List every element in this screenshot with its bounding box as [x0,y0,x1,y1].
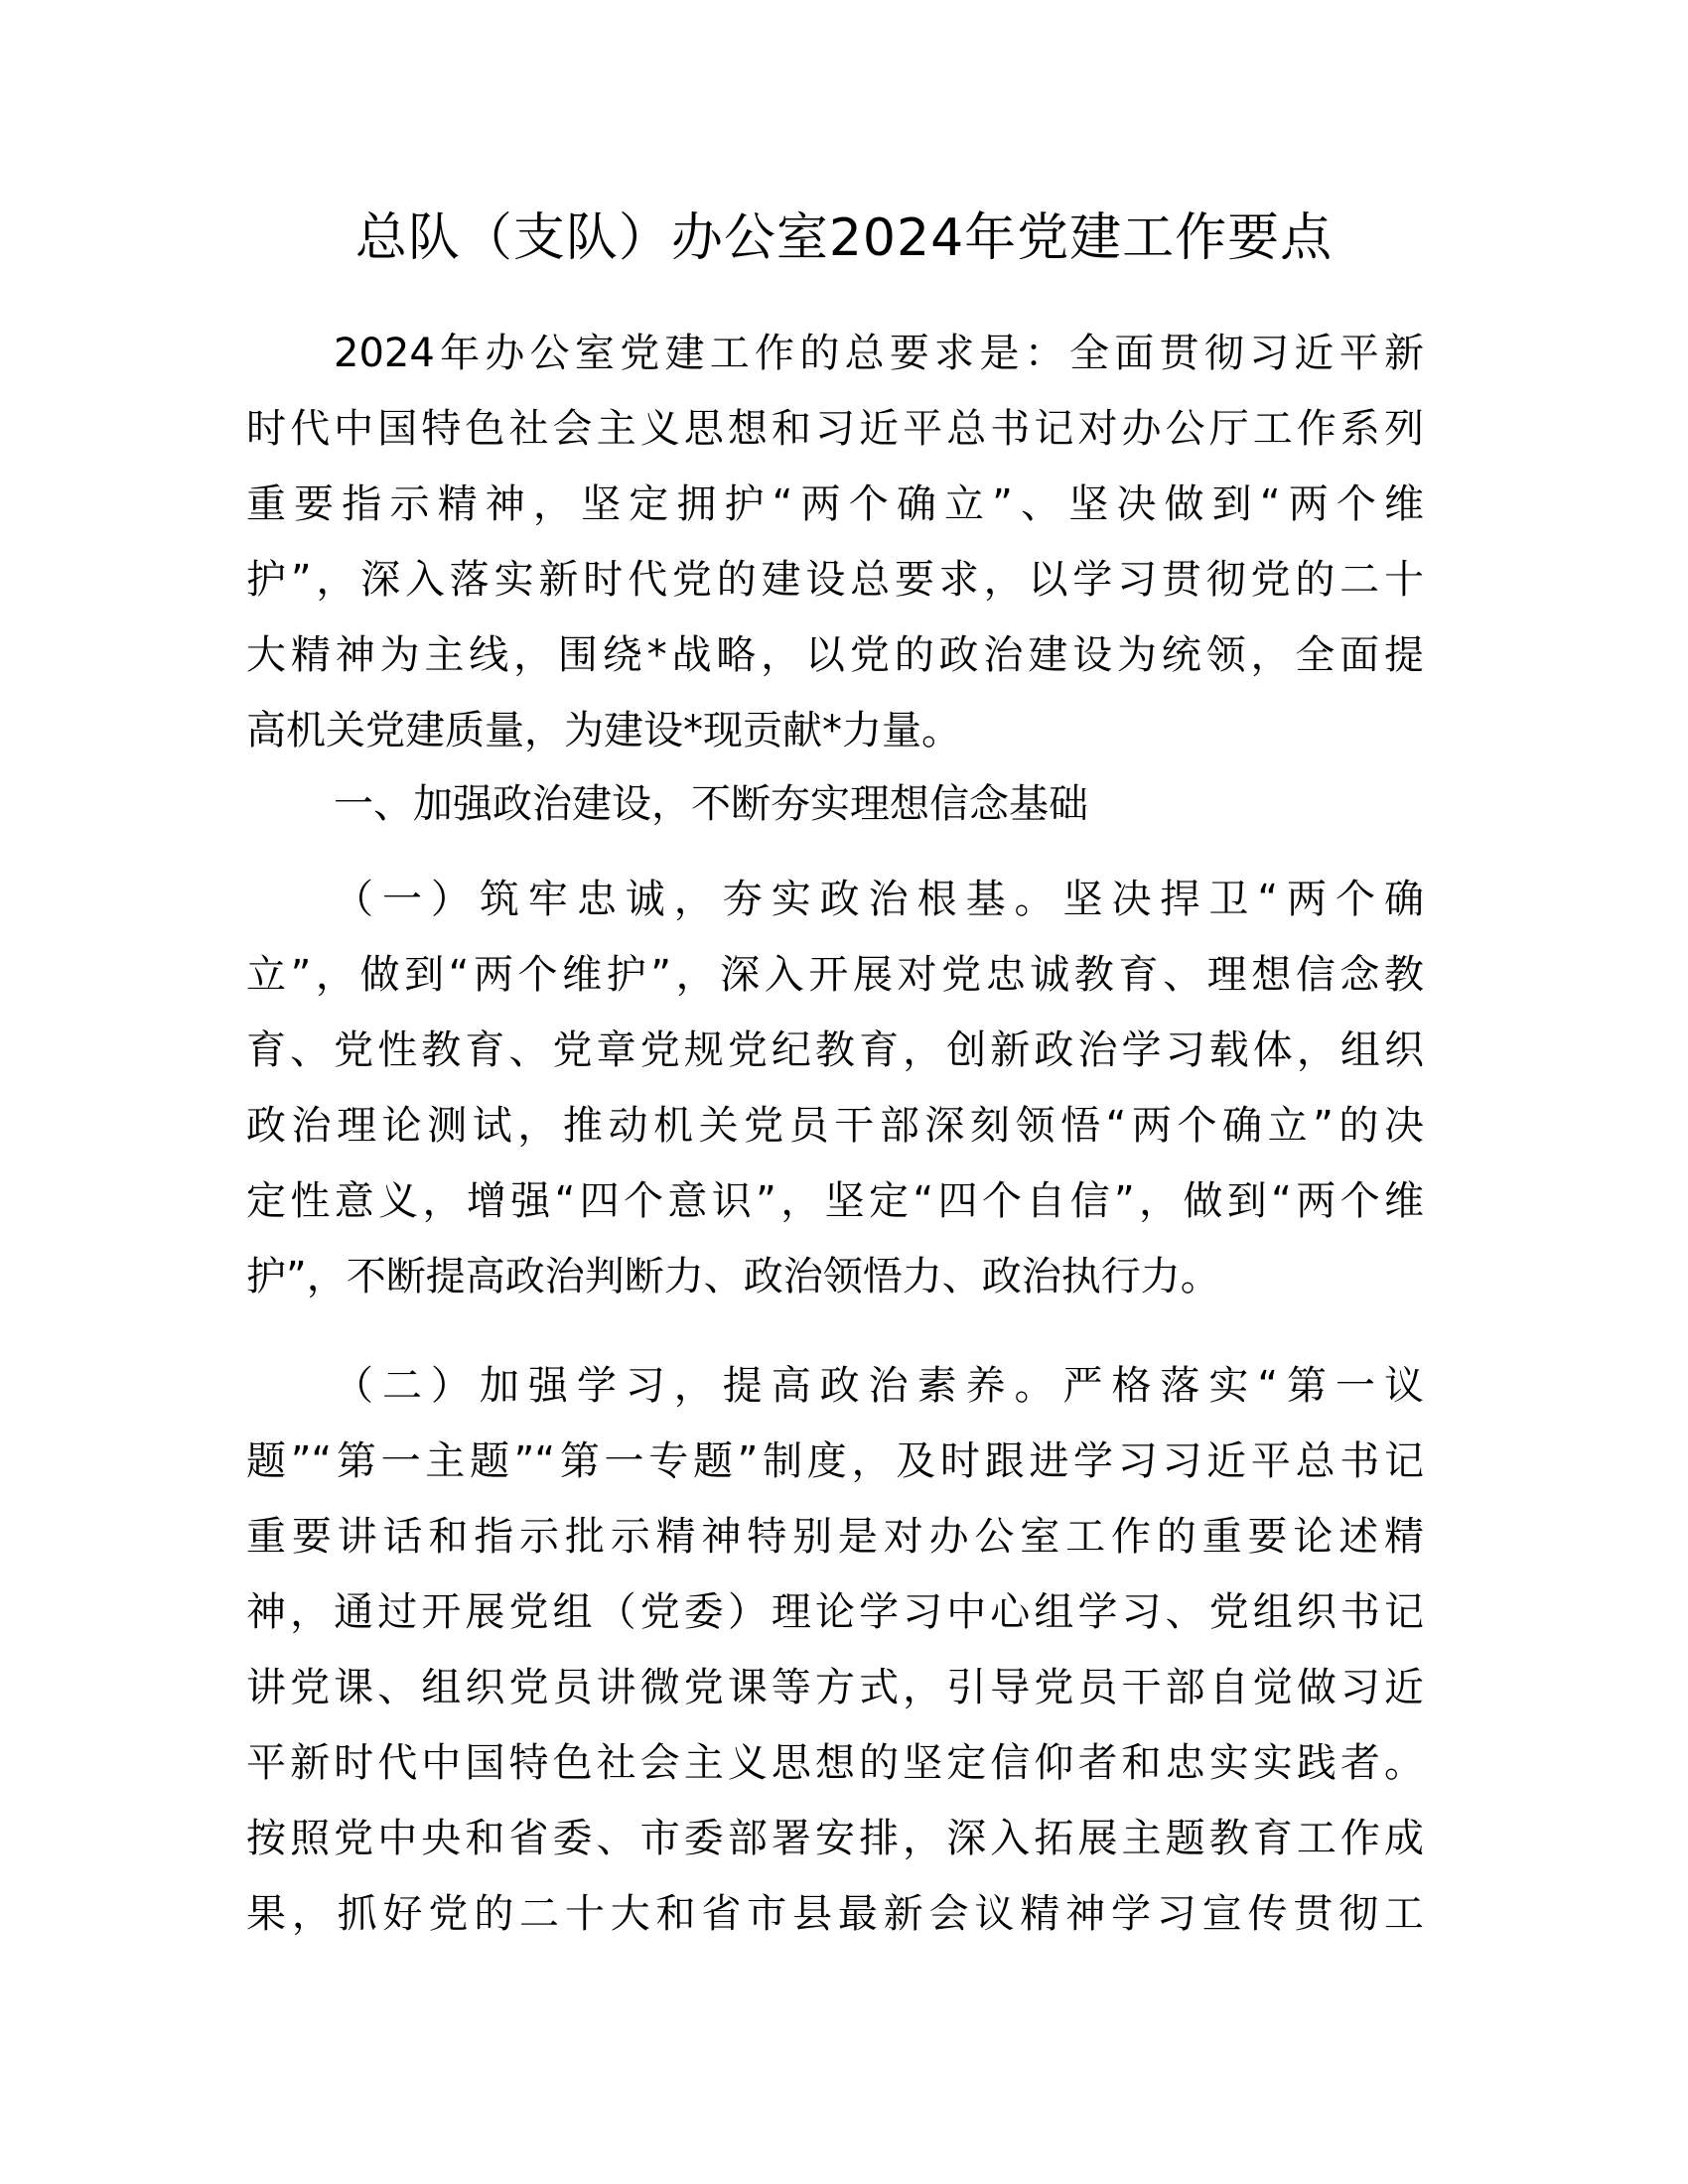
paragraph-line: （二）加强学习，提高政治素养。严格落实“第一议 [334,1363,1424,1409]
intro-paragraph [246,316,1424,768]
paragraph-line: 平新时代中国特色社会主义思想的坚定信仰者和忠实实践者。 [246,1740,1424,1786]
paragraph-line: 护”，不断提高政治判断力、政治领悟力、政治执行力。 [246,1254,1220,1299]
section-1-item-1 [246,862,1424,1314]
paragraph-line: 育、党性教育、党章党规党纪教育，创新政治学习载体，组织 [246,1027,1424,1073]
paragraph-line: 神，通过开展党组（党委）理论学习中心组学习、党组织书记 [246,1589,1424,1635]
paragraph-line: 政治理论测试，推动机关党员干部深刻领悟“两个确立”的决 [246,1103,1424,1149]
document-title: 总队（支队）办公室2024年党建工作要点 [354,208,1334,268]
paragraph-line: （一）筑牢忠诚，夯实政治根基。坚决捍卫“两个确 [334,877,1424,922]
paragraph-line: 讲党课、组织党员讲微党课等方式，引导党员干部自觉做习近 [246,1665,1424,1710]
paragraph-line: 2024年办公室党建工作的总要求是：全面贯彻习近平新 [334,331,1424,376]
paragraph-line: 题”“第一主题”“第一专题”制度，及时跟进学习习近平总书记 [246,1438,1424,1484]
paragraph-line: 高机关党建质量，为建设*现贡献*力量。 [246,708,961,753]
section-1-item-2 [246,1348,1424,1952]
paragraph-line: 重要指示精神，坚定拥护“两个确立”、坚决做到“两个维 [246,481,1424,527]
paragraph-line: 立”，做到“两个维护”，深入开展对党忠诚教育、理想信念教 [246,952,1424,998]
section-1 [246,766,1424,842]
paragraph-line: 重要讲话和指示批示精神特别是对办公室工作的重要论述精 [246,1514,1424,1560]
paragraph-line: 大精神为主线，围绕*战略，以党的政治建设为统领，全面提 [246,632,1424,678]
section-heading: 一、加强政治建设，不断夯实理想信念基础 [334,781,1088,827]
paragraph-line: 定性意义，增强“四个意识”，坚定“四个自信”，做到“两个维 [246,1178,1424,1224]
paragraph-line: 护”，深入落实新时代党的建设总要求，以学习贯彻党的二十 [246,557,1424,603]
paragraph-line: 果，抓好党的二十大和省市县最新会议精神学习宣传贯彻工 [246,1891,1424,1937]
paragraph-line: 按照党中央和省委、市委部署安排，深入拓展主题教育工作成 [246,1816,1424,1861]
paragraph-line: 时代中国特色社会主义思想和习近平总书记对办公厅工作系列 [246,406,1424,452]
